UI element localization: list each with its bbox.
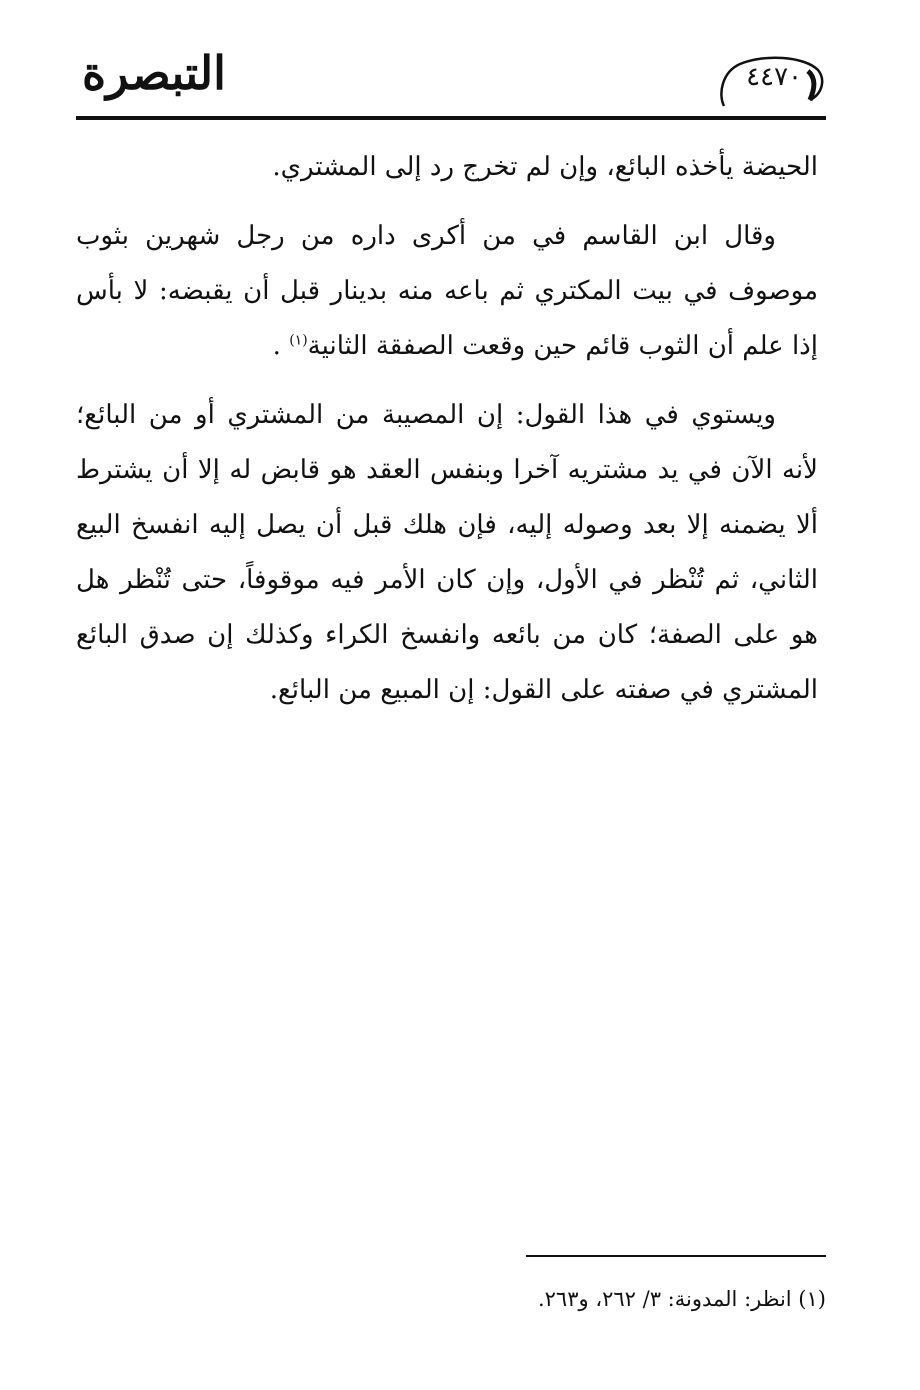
main-text [76, 140, 818, 732]
header-rule [76, 116, 826, 120]
paragraph [76, 209, 818, 374]
paragraph-text: وقال ابن القاسم في من أكرى داره من رجل شهرين بثوب موصوف في بيت المكتري ثم باعه منه بدينار قبل أن يقبضه: لا بأس إذا علم أن الثوب قائم حين وقعت الصفقة الثانية [76, 221, 818, 361]
footnote-marker: (١) [289, 332, 308, 349]
paragraph: ويستوي في هذا القول: إن المصيبة من المشتري أو من البائع؛ لأنه الآن في يد مشتريه آخرا وبنفس العقد هو قابض له إلا أن يشترط ألا يضمنه إلا بعد وصوله إليه، فإن هلك قبل أن يصل إليه انفسخ البيع الثاني، ثم تُنْظر في الأول، وإن كان الأمر فيه موقوفاً، حتى تُنْظر هل هو على الصفة؛ كان من بائعه وانفسخ الكراء وكذلك إن صدق البائع المشتري في صفته على القول: إن المبيع من البائع. [76, 400, 818, 705]
page-header [76, 40, 826, 124]
paragraph: الحيضة يأخذه البائع، وإن لم تخرج رد إلى المشتري. [272, 152, 818, 182]
footnote-rule [526, 1255, 826, 1257]
page-number: ٤٤٧٠ [746, 62, 802, 92]
paragraph-end: . [272, 331, 281, 361]
footnote: (١) انظر: المدونة: ٣/ ٢٦٢، و٢٦٣. [537, 1287, 826, 1311]
book-title: التبصرة [82, 46, 226, 100]
